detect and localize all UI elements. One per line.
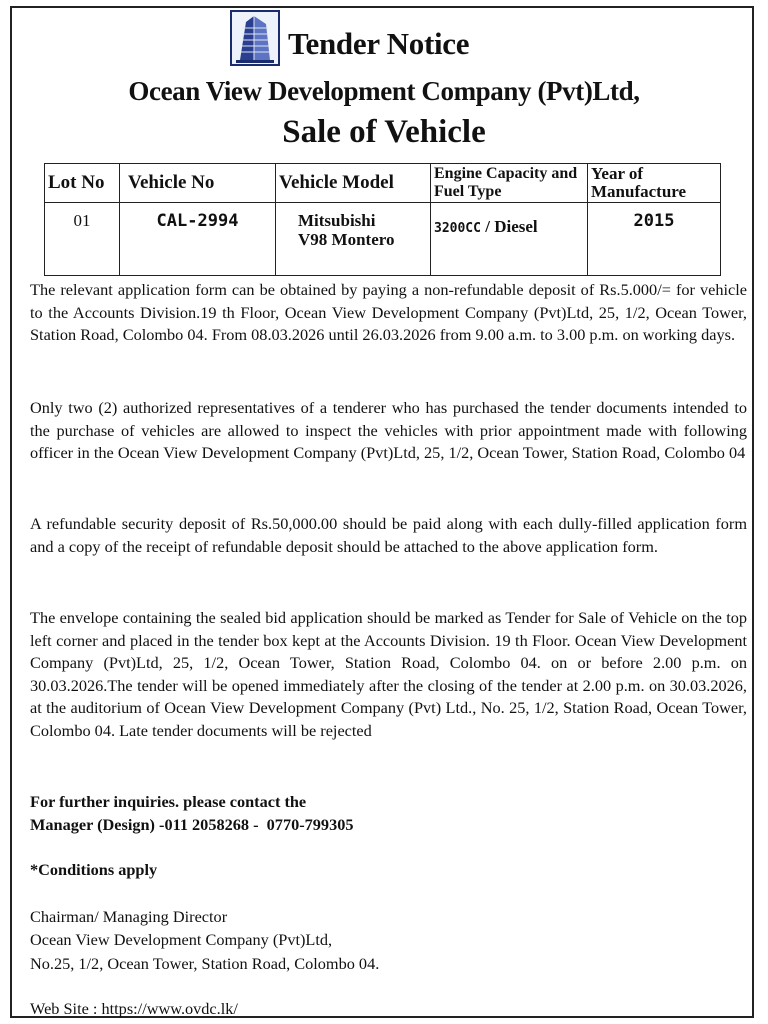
model-line: Mitsubishi [298, 211, 376, 230]
paragraph-envelope: The envelope containing the sealed bid application should be marked as Tender for Sale of Vehicle on the top left corner and placed in the tender box kept at the Accounts Division. 19 th Floor. Ocean View Development Company (Pvt)Ltd, 25, 1/2, Ocean Tower, Station Road, Colombo 04. on or before 2.00 p.m. on 30.03.2026.The tender will be opened immediately after the closing of the tender at 2.00 p.m. on 30.03.2026, at the auditorium of Ocean View Development Company (Pvt) Ltd., No. 25, 1/2, Station Road, Ocean Tower, Colombo 04. Late tender documents will be rejected [30, 608, 747, 740]
column-header: Vehicle Model [276, 164, 431, 203]
vehicle-model [276, 203, 431, 276]
inquiries-contact: Manager (Design) -011 2058268 - 0770-799305 [30, 815, 354, 834]
paragraph-inspection: Only two (2) authorized representatives of a tenderer who has purchased the tender documents intended to the purchase of vehicles are allowed to inspect the vehicles with prior appointment made with following officer in the Ocean View Development Company (Pvt)Ltd, 25, 1/2, Ocean Tower, Station Road, Colombo 04 [30, 398, 747, 462]
conditions-note: *Conditions apply [30, 860, 158, 879]
lot-number: 01 [45, 203, 120, 276]
paragraph-application-form: The relevant application form can be obtained by paying a non-refundable deposit of Rs.5.000/= for vehicle to the Accounts Division.19 th Floor, Ocean View Development Company (Pvt)Ltd, 25, 1/2, Ocean Tower, Station Road, Colombo 04. From 08.03.2026 until 26.03.2026 from 9.00 a.m. to 3.00 p.m. on working days. [30, 280, 747, 344]
signature-title: Chairman/ Managing Director [30, 907, 228, 926]
engine-capacity: 3200CC [434, 221, 481, 236]
inquiries-line: For further inquiries. please contact the [30, 792, 307, 811]
vehicle-number: CAL-2994 [120, 203, 276, 276]
vehicle-table [44, 163, 721, 276]
table-row [45, 203, 721, 276]
paragraph-security-deposit: A refundable security deposit of Rs.50,000.00 should be paid along with each dully-filled application form and a copy of the receipt of refundable deposit should be attached to the above application form. [30, 514, 747, 556]
company-logo [230, 10, 280, 66]
column-header: Vehicle No [120, 164, 276, 203]
notice-subject: Sale of Vehicle [282, 114, 486, 150]
notice-title: Tender Notice [288, 26, 470, 61]
column-header: Year of Manufacture [588, 164, 721, 203]
fuel-type: Diesel [494, 217, 538, 236]
manufacture-year: 2015 [588, 203, 721, 276]
signature-company: Ocean View Development Company (Pvt)Ltd, [30, 930, 333, 949]
website-link[interactable]: Web Site : https://www.ovdc.lk/ [30, 999, 238, 1018]
column-header: Lot No [45, 164, 120, 203]
table-header-row [45, 164, 721, 203]
signature-address: No.25, 1/2, Ocean Tower, Station Road, Colombo 04. [30, 954, 380, 973]
model-line: V98 Montero [298, 230, 395, 249]
company-name: Ocean View Development Company (Pvt)Ltd, [128, 76, 640, 106]
column-header: Engine Capacity and Fuel Type [431, 164, 588, 203]
engine-fuel: 3200CC / Diesel [431, 203, 588, 276]
